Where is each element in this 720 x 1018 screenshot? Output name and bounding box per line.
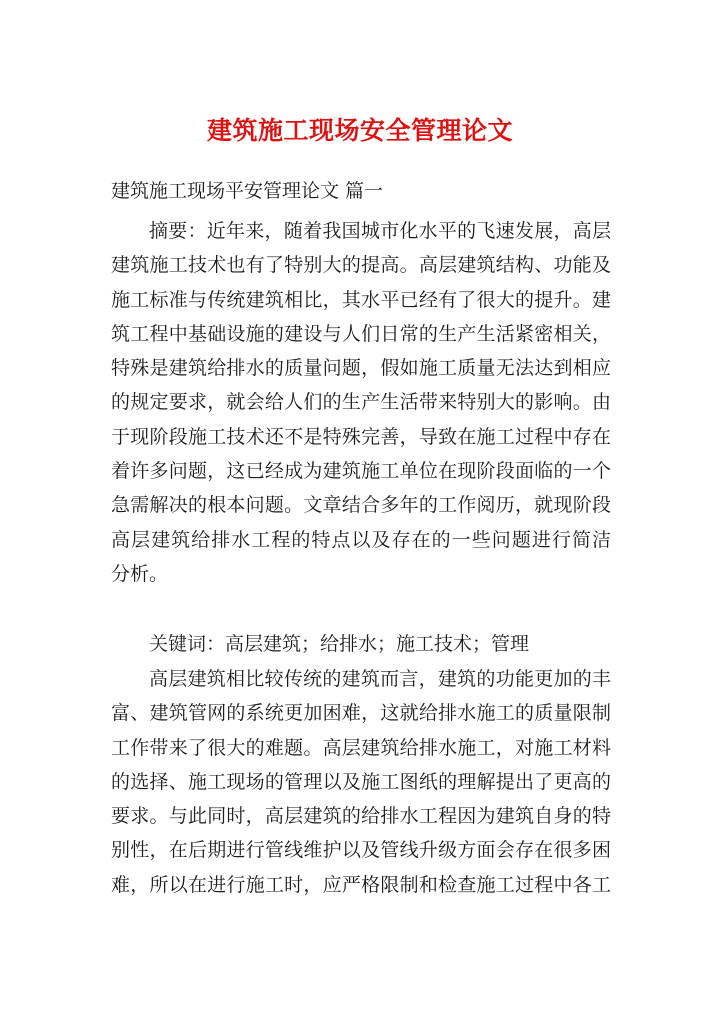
document-subtitle: 建筑施工现场平安管理论文 篇一	[111, 180, 384, 202]
abstract-line: 筑工程中基础设施的建设与人们日常的生产生活紧密相关，	[111, 322, 611, 345]
main-line: 要求。与此同时，高层建筑的给排水工程因为建筑自身的特	[111, 805, 611, 828]
document-title: 建筑施工现场安全管理论文	[206, 116, 513, 145]
abstract-line: 着许多问题，这已经成为建筑施工单位在现阶段面临的一个	[111, 460, 611, 483]
main-line: 富、建筑管网的系统更加困难，这就给排水施工的质量限制	[111, 702, 611, 725]
main-line: 高层建筑相比较传统的建筑而言，建筑的功能更加的丰	[149, 668, 611, 690]
abstract-line: 施工标准与传统建筑相比，其水平已经有了很大的提升。建	[111, 288, 611, 311]
abstract-line: 分析。	[111, 562, 169, 585]
abstract-line: 高层建筑给排水工程的特点以及存在的一些问题进行简洁	[111, 528, 611, 551]
main-line: 工作带来了很大的难题。高层建筑给排水施工，对施工材料	[111, 736, 611, 759]
main-paragraph	[111, 662, 611, 902]
main-line: 别性，在后期进行管线维护以及管线升级方面会存在很多困	[111, 839, 611, 862]
abstract-line: 的规定要求，就会给人们的生产生活带来特别大的影响。由	[111, 391, 611, 414]
main-line: 的选择、施工现场的管理以及施工图纸的理解提出了更高的	[111, 770, 611, 793]
abstract-line: 特殊是建筑给排水的质量问题，假如施工质量无法达到相应	[111, 357, 611, 380]
abstract-line: 于现阶段施工技术还不是特殊完善，导致在施工过程中存在	[111, 425, 611, 448]
abstract-line: 急需解决的根本问题。文章结合多年的工作阅历，就现阶段	[111, 494, 611, 517]
keywords-paragraph	[111, 627, 611, 661]
abstract-line: 摘要：近年来，随着我国城市化水平的飞速发展，高层	[149, 220, 611, 242]
abstract-paragraph	[111, 214, 611, 591]
main-line: 难，所以在进行施工时，应严格限制和检查施工过程中各工	[111, 873, 611, 896]
keywords-line: 关键词：高层建筑；给排水；施工技术；管理	[149, 633, 530, 655]
abstract-line: 建筑施工技术也有了特别大的提高。高层建筑结构、功能及	[111, 254, 611, 277]
